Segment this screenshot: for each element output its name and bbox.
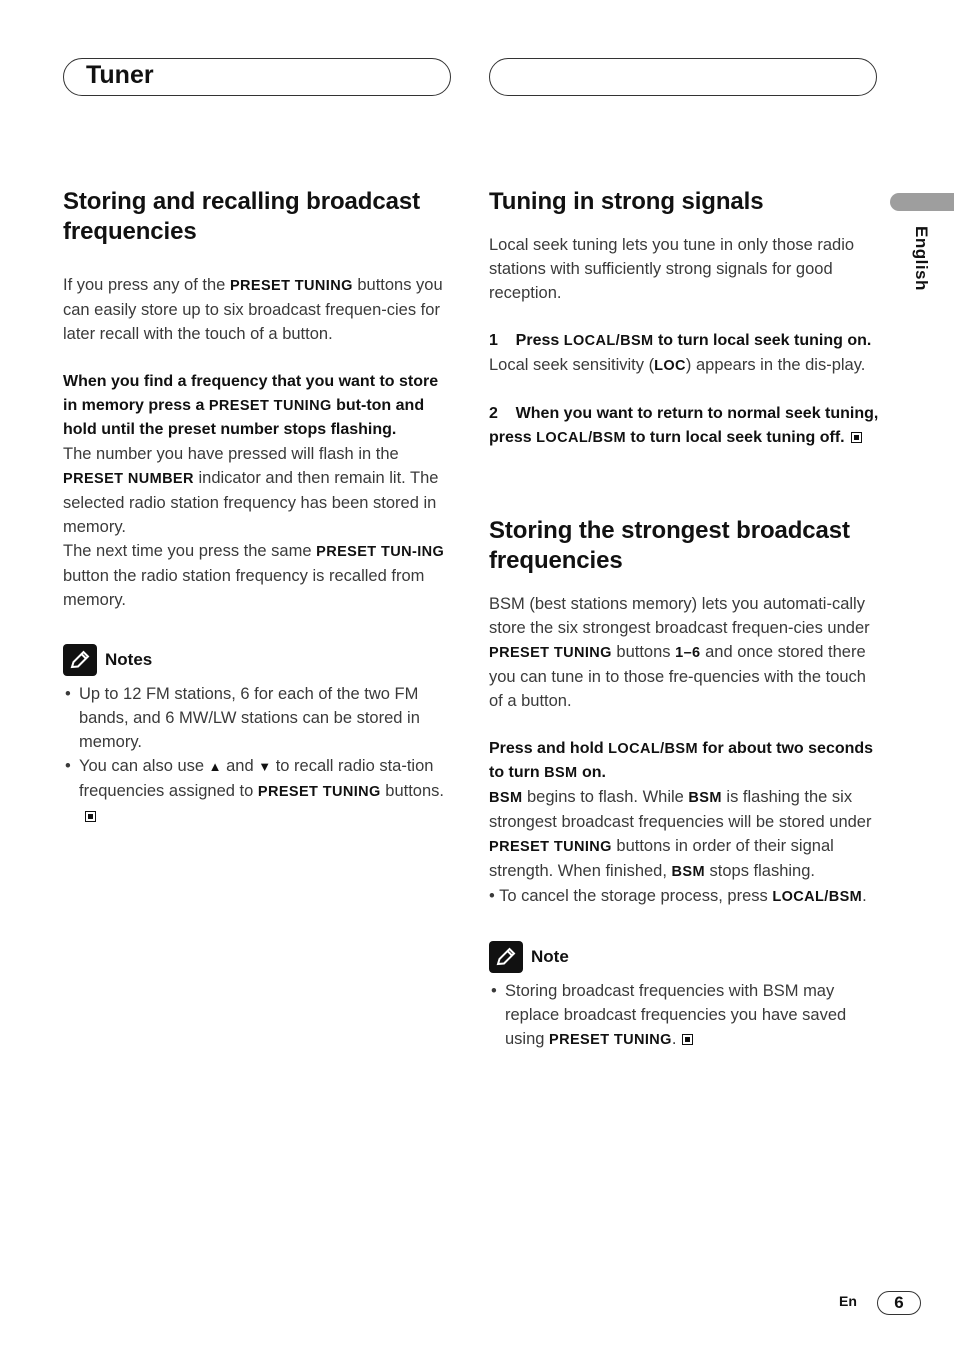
- left-column: [63, 187, 455, 828]
- note-list: [489, 979, 881, 1052]
- note-item: • Storing broadcast frequencies with BSM may replace broadcast frequencies you have saved using PRESET TUNING.: [489, 979, 881, 1052]
- strongest-step: Press and hold LOCAL/BSM for about two seconds to turn BSM on.: [489, 740, 874, 781]
- strong-step-2: 2 When you want to return to normal seek tuning, press LOCAL/BSM to turn local seek tuning off.: [489, 405, 883, 446]
- page-number: 6: [877, 1291, 921, 1315]
- note-title: Note: [531, 947, 569, 966]
- end-mark-icon: [85, 811, 96, 822]
- right-column: [489, 187, 881, 1052]
- notes-list: [63, 682, 455, 828]
- down-arrow-icon: ▼: [258, 759, 272, 774]
- note-item-1: • Up to 12 FM stations, 6 for each of the two FM bands, and 6 MW/LW stations can be stored in memory.: [63, 682, 455, 754]
- section-title-storing-recalling: Storing and recalling broadcast frequencies: [63, 188, 420, 245]
- up-arrow-icon: ▲: [208, 759, 222, 774]
- notes-title: Notes: [105, 650, 153, 669]
- end-mark-icon: [851, 432, 862, 443]
- note-item-2: • You can also use ▲ and ▼ to recall radio sta-tion frequencies assigned to PRESET TUNING buttons.: [63, 754, 455, 828]
- strong-signals-intro: Local seek tuning lets you tune in only those radio stations with sufficiently strong signals for good reception.: [489, 236, 855, 302]
- strongest-body: BSM begins to flash. While BSM is flashing the six strongest broadcast frequencies will be stored under PRESET TUNING buttons in order of their signal strength. When finished, BSM stops flashing.: [489, 788, 872, 880]
- end-mark-icon: [682, 1034, 693, 1045]
- storing-body-2: The next time you press the same PRESET TUN-ING button the radio station frequency is recalled from memory.: [63, 542, 445, 609]
- footer-language: En: [839, 1293, 857, 1309]
- strongest-cancel: • To cancel the storage process, press LOCAL/BSM.: [489, 887, 867, 905]
- language-tab-marker: [890, 193, 954, 211]
- header-title-box: [63, 58, 451, 96]
- storing-body-1: The number you have pressed will flash in the PRESET NUMBER indicator and then remain lit. The selected radio station frequency has been stored in memory.: [63, 445, 439, 536]
- strong-step-1-body: Local seek sensitivity (LOC) appears in the dis-play.: [489, 356, 866, 374]
- notes-header: [63, 644, 455, 676]
- strong-step-1: 1 Press LOCAL/BSM to turn local seek tuning on.: [489, 332, 872, 349]
- note-header: [489, 941, 881, 973]
- section-title-strongest: Storing the strongest broadcast frequencies: [489, 517, 850, 574]
- pencil-icon: [489, 941, 523, 973]
- header-empty-box: [489, 58, 877, 96]
- page-title: Tuner: [86, 61, 154, 89]
- storing-intro: If you press any of the PRESET TUNING buttons you can easily store up to six broadcast frequen-cies for later recall with the touch of a button.: [63, 276, 443, 343]
- language-tab-label: English: [912, 226, 931, 291]
- pencil-icon: [63, 644, 97, 676]
- strongest-intro: BSM (best stations memory) lets you automati-cally store the six strongest broadcast frequen-cies under PRESET TUNING buttons 1–6 and once stored there you can tune in to those fre-quencies with the touch of a button.: [489, 595, 870, 710]
- storing-step: When you find a frequency that you want to store in memory press a PRESET TUNING but-ton and hold until the preset number stops flashing.: [63, 373, 439, 438]
- section-title-strong-signals: Tuning in strong signals: [489, 188, 764, 215]
